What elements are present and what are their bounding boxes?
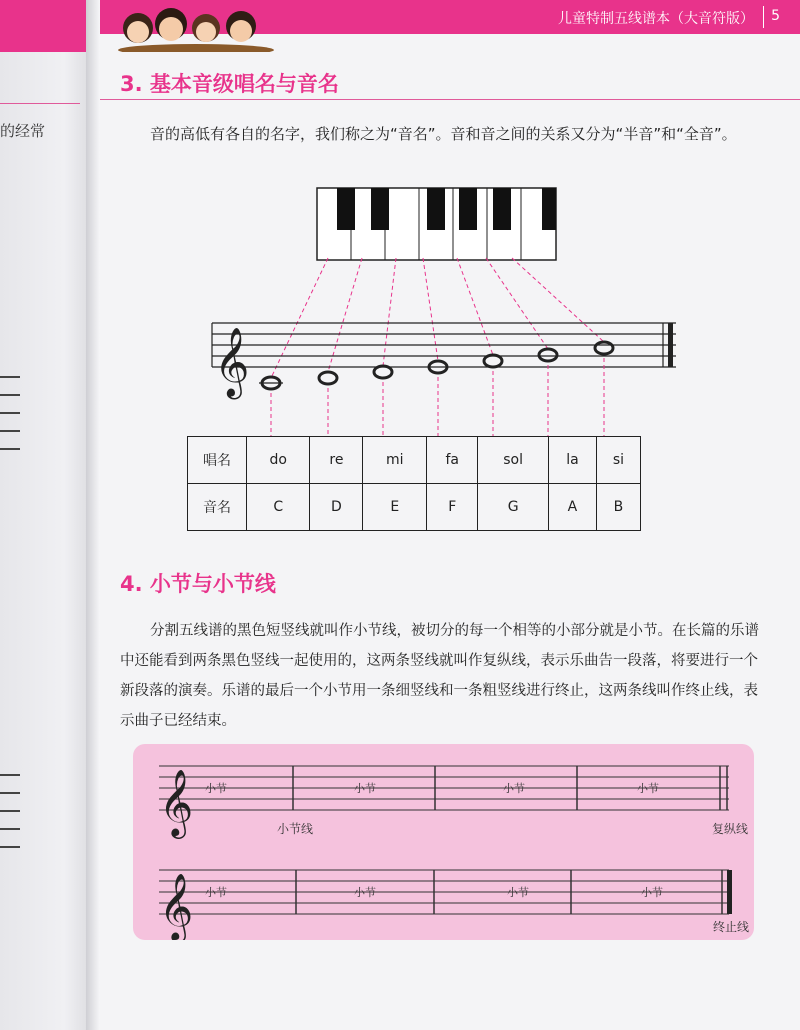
measure-label: 小节 xyxy=(637,782,659,795)
solfege-row xyxy=(188,437,641,484)
final-barline-label: 终止线 xyxy=(713,920,750,934)
final-barline xyxy=(668,323,673,367)
note-b xyxy=(595,342,613,354)
note-d xyxy=(319,372,337,384)
staff-1 xyxy=(159,766,729,810)
staff-2 xyxy=(159,870,729,914)
treble-clef-icon: 𝄞 xyxy=(214,327,250,397)
section-4-paragraph: 分割五线谱的黑色短竖线就叫作小节线，被切分的每一个相等的小部分就是小节。在长篇的乐谱中还能看到两条黑色竖线一起使用的，这两条竖线就叫作复纵线，表示乐曲告一段落，将要进行一个新段落的演奏。乐谱的最后一个小节用一条细竖线和一条粗竖线进行终止，这两条线叫作终止线，表示曲子已经结束。 xyxy=(120,623,759,729)
row-header-solfege: 唱名 xyxy=(188,437,247,484)
solfege-letter-table xyxy=(187,436,641,531)
treble-clef-icon: 𝄞 xyxy=(159,872,194,940)
final-barline-thick xyxy=(727,870,732,914)
keyboard-staff-diagram xyxy=(0,0,800,440)
letter-cell: E xyxy=(363,484,427,531)
letter-cell: C xyxy=(247,484,310,531)
barline-diagram xyxy=(133,744,754,940)
note-a xyxy=(539,349,557,361)
section-4-heading: 4. 小节与小节线 xyxy=(120,572,276,596)
note-g xyxy=(484,355,502,367)
note-table-connectors xyxy=(271,358,604,436)
row-header-letter: 音名 xyxy=(188,484,247,531)
measure-label: 小节 xyxy=(503,782,525,795)
page-number: 5 xyxy=(771,8,780,24)
measure-label: 小节 xyxy=(641,886,663,899)
letter-cell: G xyxy=(478,484,549,531)
measure-label: 小节 xyxy=(354,782,376,795)
letter-row xyxy=(188,484,641,531)
solfege-cell: la xyxy=(548,437,596,484)
book-title: 儿童特制五线谱本（大音符版） xyxy=(558,11,754,27)
measure-label: 小节 xyxy=(205,782,227,795)
solfege-cell: mi xyxy=(363,437,427,484)
letter-cell: D xyxy=(310,484,363,531)
letter-cell: A xyxy=(548,484,596,531)
section-3-paragraph: 音的高低有各自的名字，我们称之为“音名”。音和音之间的关系又分为“半音”和“全音”。 xyxy=(150,125,737,143)
section-3-heading: 3. 基本音级唱名与音名 xyxy=(120,72,339,96)
piano-keyboard xyxy=(317,188,556,260)
treble-staff xyxy=(212,323,676,367)
double-barline-label: 复纵线 xyxy=(712,822,749,836)
solfege-cell: sol xyxy=(478,437,549,484)
measure-label: 小节 xyxy=(205,886,227,899)
note-e xyxy=(374,366,392,378)
solfege-cell: si xyxy=(596,437,640,484)
treble-clef-icon: 𝄞 xyxy=(159,768,194,836)
barline-label: 小节线 xyxy=(277,822,314,836)
solfege-cell: re xyxy=(310,437,363,484)
left-page-staff-lines xyxy=(0,774,20,864)
measure-label: 小节 xyxy=(354,886,376,899)
solfege-cell: fa xyxy=(427,437,478,484)
measure-label: 小节 xyxy=(507,886,529,899)
note-c xyxy=(259,377,283,389)
solfege-cell: do xyxy=(247,437,310,484)
letter-cell: B xyxy=(596,484,640,531)
left-page-text-fragment: 的经常 xyxy=(0,122,46,140)
letter-cell: F xyxy=(427,484,478,531)
